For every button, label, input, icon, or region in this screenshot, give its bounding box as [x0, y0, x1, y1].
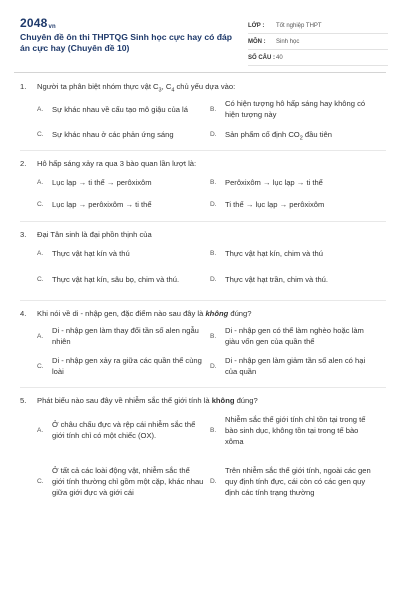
question-text: Đại Tân sinh là đại phồn thịnh của — [37, 229, 152, 239]
option-a[interactable] — [37, 242, 210, 264]
option-text: Ở châu chấu đực và rệp cái nhiễm sắc thể giới tính chỉ có một chiếc (OX). — [52, 420, 196, 440]
option-text: Nhiễm sắc thể giới tính chỉ tồn tại trong tế bào sinh dục, không tồn tại trong tế bào xôma — [225, 414, 366, 446]
meta-value: Sinh học — [276, 38, 300, 45]
question-text-part: đúng? — [234, 395, 258, 405]
question-5 — [20, 392, 386, 510]
question-number: 3. — [20, 229, 27, 239]
question-stem — [20, 392, 386, 408]
question-stem — [20, 226, 386, 242]
question-4 — [20, 305, 386, 381]
option-c[interactable] — [37, 193, 210, 215]
question-stem — [20, 305, 386, 321]
option-key: C. — [37, 130, 44, 138]
question-3 — [20, 226, 386, 294]
option-b[interactable] — [210, 171, 383, 193]
question-divider — [20, 150, 386, 151]
option-text: Sự khác nhau ở các phản ứng sáng — [52, 129, 174, 139]
option-text: Thực vật hạt kín, chim và thú — [225, 248, 323, 258]
question-emphasis: không — [205, 308, 229, 318]
question-1 — [20, 78, 386, 144]
meta-table — [248, 18, 388, 66]
option-text: Thực vật hạt kín và thú — [52, 248, 130, 258]
question-2 — [20, 155, 386, 215]
question-number: 1. — [20, 81, 27, 91]
option-key: D. — [210, 477, 217, 485]
question-divider — [20, 300, 386, 301]
logo-suffix: vn — [48, 24, 56, 30]
option-text: Lục lạp → perôxixôm → ti thể — [52, 199, 152, 209]
option-b[interactable] — [210, 94, 383, 124]
meta-key: LỚP : — [248, 22, 265, 29]
option-key: C. — [37, 362, 44, 370]
option-d[interactable] — [210, 452, 383, 510]
option-key: D. — [210, 362, 217, 370]
option-text: Perôxixôm → lục lạp → ti thể — [225, 177, 323, 187]
option-text: Di - nhập gen làm thay đổi tần số alen ngẫu nhiên — [52, 326, 199, 346]
meta-row-subject — [248, 34, 388, 50]
option-text: Trên nhiễm sắc thể giới tính, ngoài các gen quy định tính đực, cái còn có các gen quy định các tính trạng thường — [225, 465, 371, 497]
meta-row-question-count — [248, 50, 388, 66]
option-key: D. — [210, 275, 217, 283]
option-c[interactable] — [37, 264, 210, 294]
option-key: B. — [210, 426, 217, 434]
option-text: Di - nhập gen xảy ra giữa các quần thể cùng loài — [52, 356, 202, 376]
question-list — [20, 78, 386, 510]
question-text-part: Phát biểu nào sau đây về nhiễm sắc thể giới tính là — [37, 395, 212, 405]
question-stem — [20, 78, 386, 94]
logo-text: 2048 — [20, 16, 48, 30]
meta-value: 40 — [276, 54, 283, 61]
page-header — [20, 10, 386, 68]
document-title: Chuyên đề ôn thi THPTQG Sinh học cực hay có đáp án cực hay (Chuyên đề 10) — [20, 32, 233, 53]
option-c[interactable] — [37, 452, 210, 510]
question-divider — [20, 387, 386, 388]
option-text: Thực vật hạt trần, chim và thú. — [225, 274, 329, 284]
question-text-part: đúng? — [228, 308, 252, 318]
question-text — [37, 395, 386, 406]
question-text: Hô hấp sáng xảy ra qua 3 bào quan lần lượt là: — [37, 158, 197, 168]
option-text: Ở tất cả các loài động vật, nhiễm sắc thể giới tính thường chỉ gồm một cặp, khác nhau giữa giới đực và giới cái — [52, 465, 204, 497]
meta-row-class — [248, 18, 388, 34]
option-d[interactable] — [210, 193, 383, 215]
option-key: A. — [37, 178, 44, 186]
option-key: B. — [210, 249, 217, 257]
answer-options — [37, 94, 386, 144]
option-b[interactable] — [210, 321, 383, 351]
option-key: D. — [210, 130, 217, 138]
question-number: 2. — [20, 158, 27, 168]
meta-key: MÔN : — [248, 38, 266, 45]
answer-options — [37, 321, 386, 381]
option-d[interactable] — [210, 124, 383, 144]
option-b[interactable] — [210, 242, 383, 264]
option-key: B. — [210, 332, 217, 340]
option-a[interactable] — [37, 408, 210, 452]
option-key: A. — [37, 249, 44, 257]
option-text: Sản phẩm cố định $CO_2$ đầu tiên — [225, 129, 332, 142]
option-key: A. — [37, 332, 44, 340]
answer-options — [37, 408, 386, 510]
option-text: Có hiện tượng hô hấp sáng hay không có hiện tượng này — [225, 99, 366, 119]
option-a[interactable] — [37, 94, 210, 124]
meta-key: SỐ CÂU : — [248, 54, 275, 61]
option-key: D. — [210, 200, 217, 208]
option-c[interactable] — [37, 351, 210, 381]
question-emphasis: không — [211, 395, 235, 405]
option-key: A. — [37, 105, 44, 113]
option-a[interactable] — [37, 171, 210, 193]
question-text: Người ta phân biệt nhóm thực vật $C_3$, $C_4$ chủ yếu dựa vào: — [37, 81, 236, 94]
option-text: Lục lạp → ti thể → perôxixôm — [52, 177, 152, 187]
question-divider — [20, 221, 386, 222]
question-number: 5. — [20, 395, 27, 405]
option-key: C. — [37, 477, 44, 485]
option-d[interactable] — [210, 264, 383, 294]
option-key: B. — [210, 105, 217, 113]
meta-value: Tốt nghiệp THPT — [276, 22, 322, 29]
answer-options — [37, 242, 386, 294]
option-text: Sự khác nhau về cấu tạo mô giậu của lá — [52, 104, 188, 114]
option-text: Thực vật hạt kín, sâu bọ, chim và thú. — [52, 274, 180, 284]
option-d[interactable] — [210, 351, 383, 381]
option-b[interactable] — [210, 408, 383, 452]
header-divider — [14, 72, 386, 73]
option-a[interactable] — [37, 321, 210, 351]
answer-options — [37, 171, 386, 215]
option-text: Di - nhập gen làm giảm tần số alen có hại của quần — [225, 356, 366, 376]
site-logo[interactable] — [20, 16, 56, 30]
question-stem — [20, 155, 386, 171]
option-key: B. — [210, 178, 217, 186]
option-key: A. — [37, 426, 44, 434]
option-key: C. — [37, 200, 44, 208]
question-number: 4. — [20, 308, 27, 318]
option-c[interactable] — [37, 124, 210, 144]
option-text: Di - nhập gen có thể làm nghèo hoặc làm giàu vốn gen của quần thể — [225, 326, 364, 346]
question-text-part: Khi nói về di - nhập gen, đặc điểm nào sau đây là — [37, 308, 206, 318]
option-key: C. — [37, 275, 44, 283]
option-text: Ti thể → lục lạp → perôxixôm — [225, 199, 325, 209]
question-text — [37, 308, 386, 319]
